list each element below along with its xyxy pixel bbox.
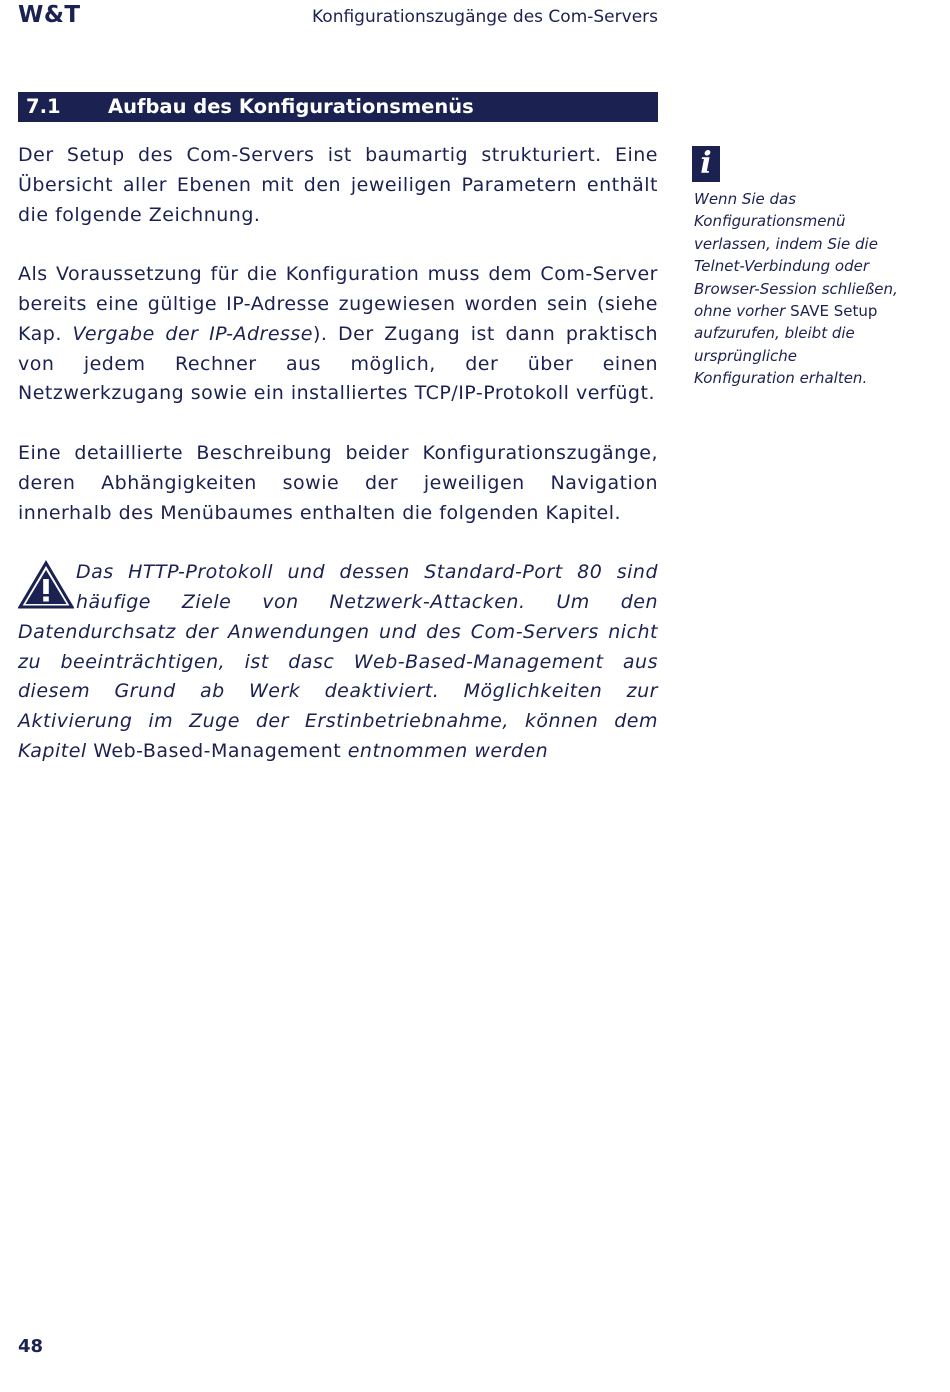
warning-text-start: Das HTTP-Protokoll und dessen Standard-Port 80 sind häufige Ziele von Netzwerk-Attacken. Um den Datendurchsatz der Anwendungen und des Com-Servers nicht zu beeinträchtigen, ist dasc Web-Based-Management aus diesem Grund ab Werk deaktiviert. Möglichkeiten zur Aktivierung im Zuge der Erstinbetriebnahme, können dem Kapitel (18, 561, 658, 762)
warning-text-end: entnommen werden (341, 739, 549, 762)
sidenote-text-start: Wenn Sie das Konfigurationsmenü verlassen, indem Sie die Telnet-Verbindung oder Browser-Session schließen, ohne vorher (694, 190, 898, 321)
sidenote-command: SAVE Setup (790, 302, 878, 321)
paragraph-prerequisites-text-end: ). Der Zugang ist dann praktisch von jedem Rechner aus möglich, der über einen Netzwerkzugang sowie ein installiertes TCP/IP-Protokoll verfügt. (18, 322, 658, 405)
sidenote (694, 188, 899, 390)
warning-triangle-icon (18, 560, 74, 610)
paragraph-prerequisites (18, 260, 658, 409)
section-heading (18, 92, 658, 122)
page-number: 48 (18, 1336, 44, 1357)
info-icon: i (692, 146, 720, 182)
paragraph-prerequisites-text-start: Als Voraussetzung für die Konfiguration muss dem Com-Server bereits eine gültige IP-Adresse zugewiesen worden sein (siehe Kap. (18, 263, 658, 345)
paragraph-chapter-overview: Eine detaillierte Beschreibung beider Konfigurationszugänge, deren Abhängigkeiten sowie der jeweiligen Navigation innerhalb des Menübaumes enthalten die folgenden Kapitel. (18, 441, 658, 524)
section-title: Aufbau des Konfigurationsmenüs (108, 95, 474, 118)
chapter-reference-web-management: Web-Based-Management (93, 739, 342, 762)
main-text-column (18, 141, 658, 797)
running-header-title: Konfigurationszugänge des Com-Servers (312, 7, 658, 27)
warning-note (18, 558, 658, 767)
chapter-reference-ip-address: Vergabe der IP-Adresse (72, 322, 313, 345)
paragraph-setup-structure: Der Setup des Com-Servers ist baumartig strukturiert. Eine Übersicht aller Ebenen mit den jeweiligen Parametern enthält die folgende Zeichnung. (18, 144, 658, 226)
brand-logo: W&T (18, 2, 81, 28)
sidenote-text-end: aufzurufen, bleibt die ursprüngliche Konfiguration erhalten. (694, 324, 868, 388)
section-number: 7.1 (26, 95, 61, 118)
